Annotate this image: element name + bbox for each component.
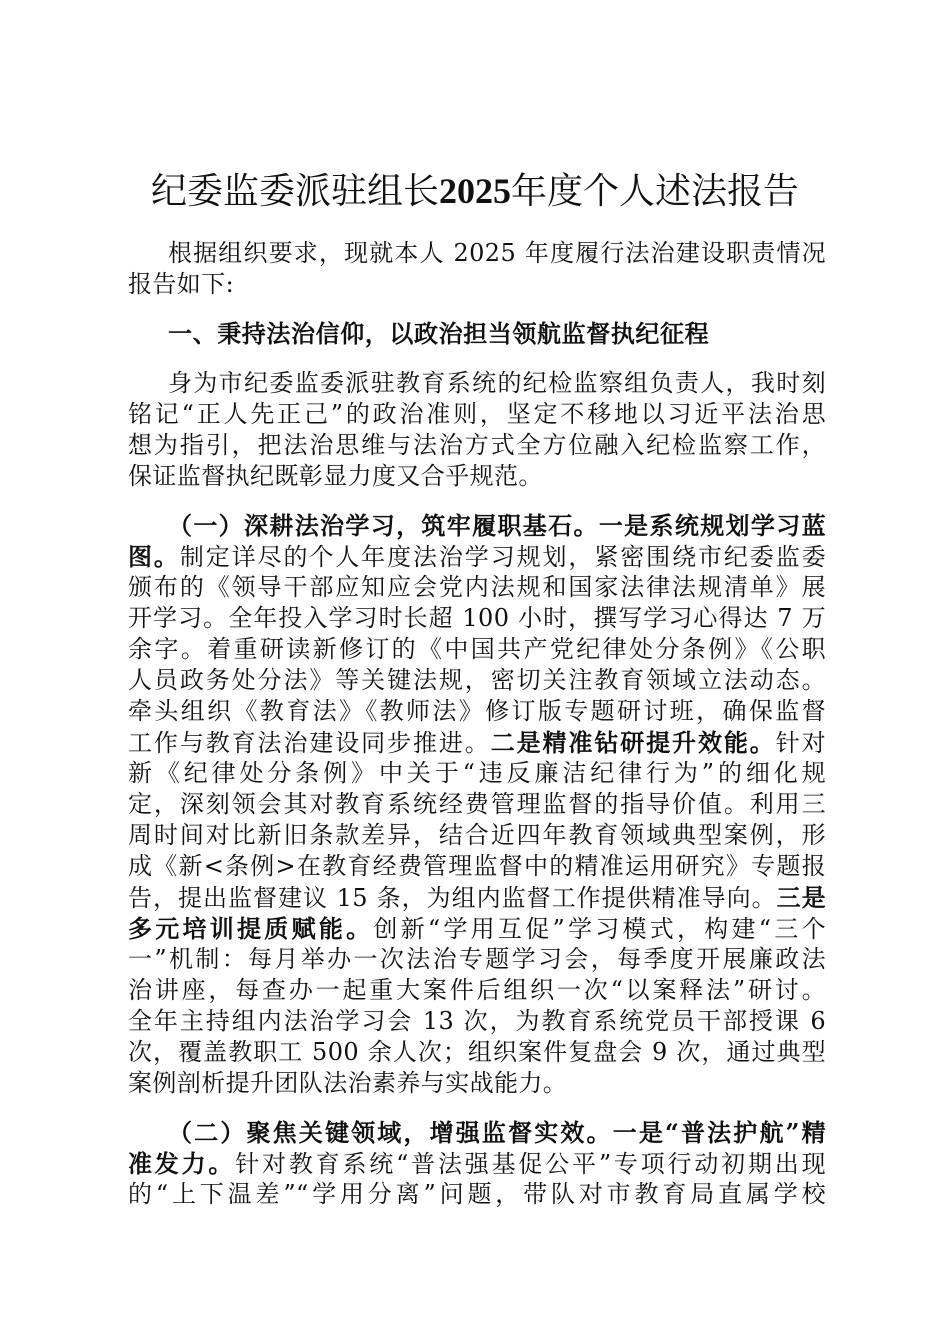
paragraph-line: 案例剖析提升团队法治素养与实战能力。 [128, 1069, 568, 1097]
inline-text: 针对教育系统“普法强基促公平”专项行动初期出现 [235, 1150, 826, 1178]
paragraph-line: 的“上下温差”“学用分离”问题，带队对市教育局直属学校 [128, 1180, 826, 1208]
document-title [0, 166, 950, 217]
paragraph-line [128, 913, 826, 944]
paragraph-line [128, 727, 826, 758]
paragraph-line: 新《纪律处分条例》中关于“违反廉洁纪律行为”的细化规 [128, 759, 826, 787]
inline-bold: 图。 [128, 542, 180, 571]
paragraph-line: 铭记“正人先正己”的政治准则，坚定不移地以习近平法治思 [128, 400, 826, 428]
inline-bold: 多元培训提质赋能。 [128, 914, 374, 943]
paragraph-line: 人员政务处分法》等关键法规，密切关注教育领域立法动态。 [128, 666, 826, 694]
paragraph-line: 开学习。全年投入学习时长超 100 小时，撰写学习心得达 7 万 [128, 604, 826, 632]
paragraph-line: （一）深耕法治学习，筑牢履职基石。一是系统规划学习蓝 [168, 511, 826, 540]
paragraph-line: 余字。着重研读新修订的《中国共产党纪律处分条例》《公职 [128, 635, 826, 663]
inline-text: 针对 [775, 729, 826, 757]
section-heading: 一、秉持法治信仰，以政治担当领航监督执纪征程 [168, 319, 710, 348]
paragraph-line: 全年主持组内法治学习会 13 次，为教育系统党员干部授课 6 [128, 1007, 826, 1035]
paragraph-line: 治讲座，每查办一起重大案件后组织一次“以案释法”研讨。 [128, 976, 826, 1004]
paragraph-line: 颁布的《领导干部应知应会党内法规和国家法律法规清单》展 [128, 573, 826, 601]
paragraph-line: 想为指引，把法治思维与法治方式全方位融入纪检监察工作， [128, 431, 826, 459]
inline-text: 工作与教育法治建设同步推进。 [128, 729, 491, 757]
paragraph-line: （二）聚焦关键领域，增强监督实效。一是“普法护航”精 [168, 1118, 826, 1147]
paragraph-line: 周时间对比新旧条款差异，结合近四年教育领域典型案例，形 [128, 821, 826, 849]
paragraph-line [128, 541, 826, 572]
paragraph-line [128, 1148, 826, 1179]
paragraph-line: 保证监督执纪既彰显力度又合乎规范。 [128, 462, 543, 490]
paragraph-line: 次，覆盖教职工 500 余人次；组织案件复盘会 9 次，通过典型 [128, 1038, 826, 1066]
paragraph-line: 成《新<条例>在教育经费管理监督中的精准运用研究》专题报 [128, 852, 826, 880]
title-year: 2025 [439, 171, 511, 211]
paragraph-line: 一”机制：每月举办一次法治专题学习会，每季度开展廉政法 [128, 945, 826, 973]
title-part-a: 纪委监委派驻组长 [150, 171, 439, 212]
inline-text: 创新“学用互促”学习模式，构建“三个 [373, 915, 826, 943]
paragraph-line: 定，深刻领会其对教育系统经费管理监督的指导价值。利用三 [128, 790, 826, 818]
inline-text: 告，提出监督建议 15 条，为组内监督工作提供精准导向。 [128, 884, 777, 912]
paragraph-line [128, 882, 826, 913]
inline-text: 制定详尽的个人年度法治学习规划，紧密围绕市纪委监委 [179, 543, 826, 571]
title-part-b: 年度个人述法报告 [511, 171, 800, 212]
paragraph-line: 身为市纪委监委派驻教育系统的纪检监察组负责人，我时刻 [168, 369, 826, 397]
paragraph-line: 牵头组织《教育法》《教师法》修订版专题研讨班，确保监督 [128, 697, 826, 725]
intro-line: 根据组织要求，现就本人 2025 年度履行法治建设职责情况 [168, 239, 826, 267]
inline-bold: 二是精准钻研提升效能。 [490, 728, 776, 757]
inline-bold: 准发力。 [128, 1149, 236, 1178]
inline-bold: 三是 [776, 883, 826, 912]
intro-line: 报告如下: [128, 270, 235, 298]
